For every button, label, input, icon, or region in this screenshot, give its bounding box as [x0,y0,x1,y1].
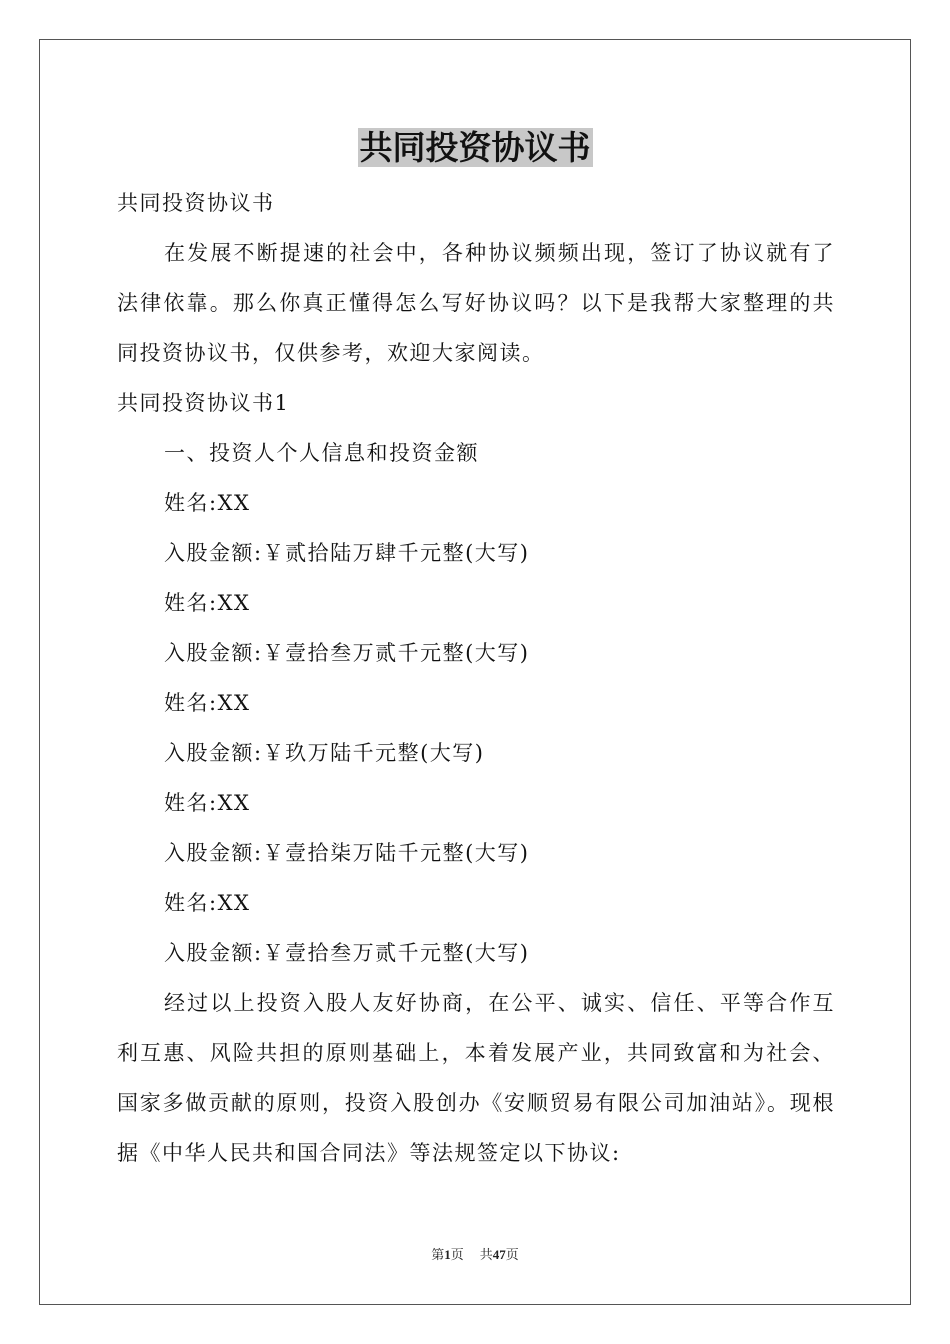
page-footer [0,1246,950,1264]
total-pages: 47 [492,1247,506,1262]
document-title [0,128,950,168]
total-suffix: 页 [505,1247,519,1262]
paragraph: 姓名:XX [164,491,251,515]
paragraph: 入股金额:￥贰拾陆万肆千元整(大写) [164,541,530,565]
paragraph: 共同投资协议书 [117,191,275,215]
paragraph: 入股金额:￥壹拾叁万贰千元整(大写) [164,641,530,665]
document-body [117,178,835,1178]
document-title-text: 共同投资协议书 [359,128,591,167]
page-prefix: 第 [431,1247,445,1262]
paragraph: 姓名:XX [164,891,251,915]
page-suffix: 页 [450,1247,464,1262]
paragraph: 入股金额:￥壹拾柒万陆千元整(大写) [164,841,530,865]
paragraph: 经过以上投资入股人友好协商，在公平、诚实、信任、平等合作互利互惠、风险共担的原则基础上，本着发展产业，共同致富和为社会、国家多做贡献的原则，投资入股创办《安顺贸易有限公司加油站》。现根据《中华人民共和国合同法》等法规签定以下协议: [117,991,835,1165]
paragraph: 姓名:XX [164,591,251,615]
page-number: 1 [444,1247,451,1262]
paragraph: 姓名:XX [164,691,251,715]
paragraph: 入股金额:￥壹拾叁万贰千元整(大写) [164,941,530,965]
paragraph: 一、投资人个人信息和投资金额 [164,441,479,465]
paragraph: 姓名:XX [164,791,251,815]
paragraph: 共同投资协议书1 [117,391,290,415]
paragraph: 入股金额:￥玖万陆千元整(大写) [164,741,485,765]
paragraph: 在发展不断提速的社会中，各种协议频频出现，签订了协议就有了法律依靠。那么你真正懂得怎么写好协议吗？以下是我帮大家整理的共同投资协议书，仅供参考，欢迎大家阅读。 [117,241,835,365]
total-prefix: 共 [479,1247,493,1262]
